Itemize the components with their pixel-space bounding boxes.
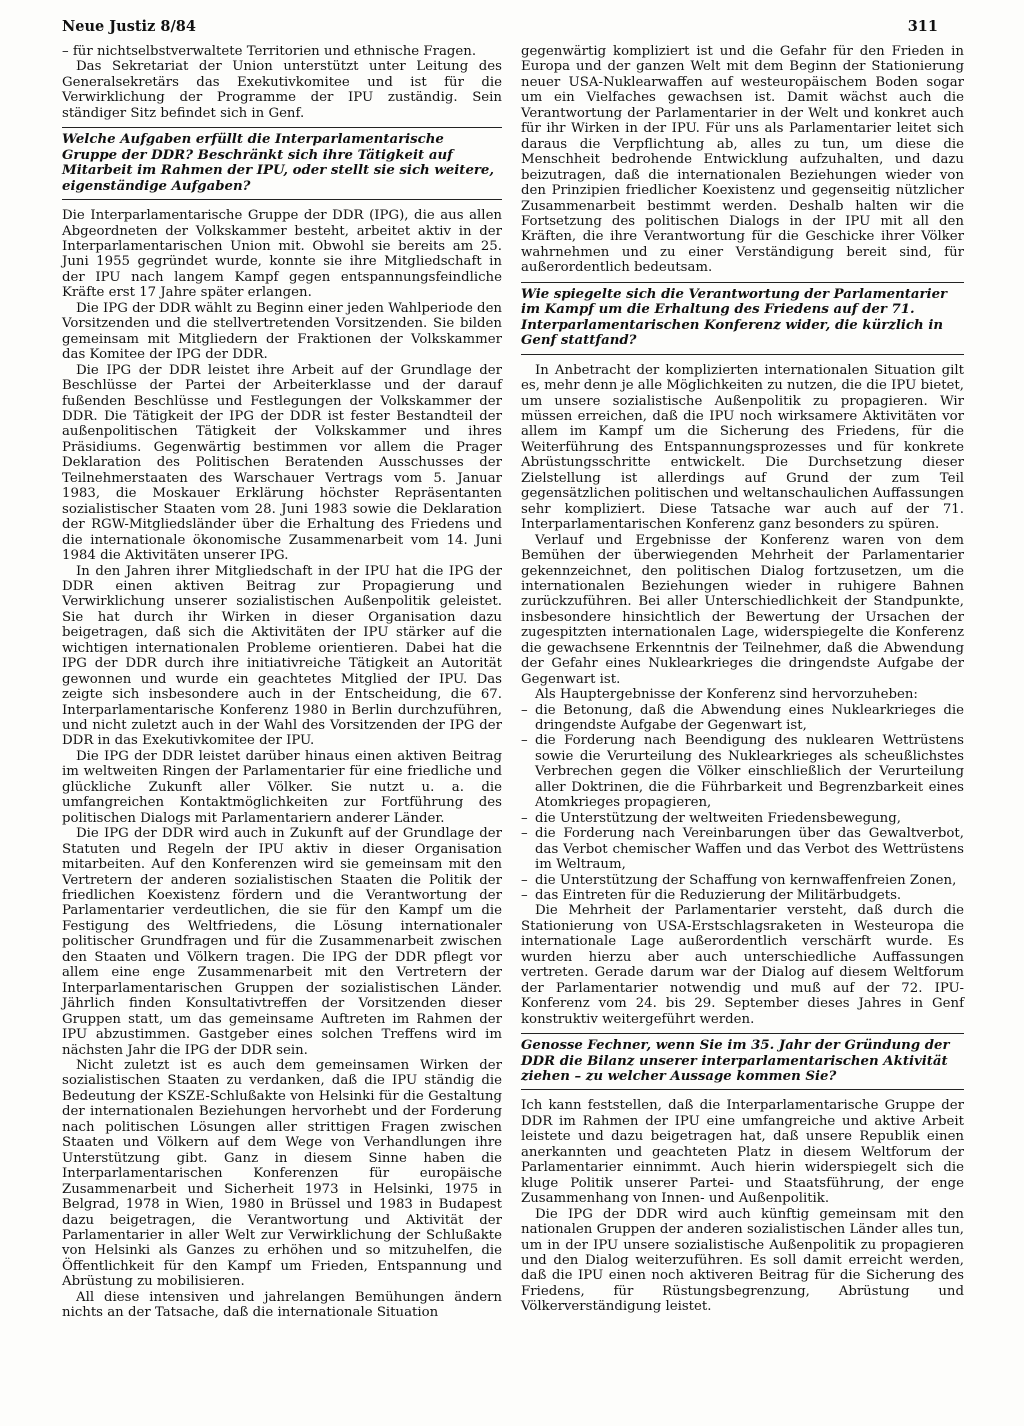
paragraph: Das Sekretariat der Union unterstützt unter Leitung des Generalsekretärs das Exekutivkomitee und ist für die Verwirklichung der Programme der IPU zuständig. Sein ständiger Sitz befindet sich in Genf. [62, 59, 502, 121]
interview-question: Genosse Fechner, wenn Sie im 35. Jahr der Gründung der DDR die Bilanz unserer interparlamentarischen Aktivität ziehen – zu welcher Aussage kommen Sie? [521, 1033, 964, 1090]
list-item: – die Betonung, daß die Abwendung eines Nuklearkrieges die dringendste Aufgabe der Gegenwart ist, [521, 702, 964, 734]
paragraph: Die IPG der DDR wird auch in Zukunft auf der Grundlage der Statuten und Regeln der IPU aktiv in dieser Organisation mitarbeiten. Auf den Konferenzen wird sie gemeinsam mit den Vertretern der anderen sozialistischen Staaten die Politik der friedlichen Koexistenz fördern und die Verantwortung der Parlamentarier verdeutlichen, die sie für den Kampf um die Festigung des Weltfriedens, die Lösung internationaler politischer Grundfragen und für die Zusammenarbeit zwischen den Staaten und Völkern tragen. Die IPG der DDR pflegt vor allem eine enge Zusammenarbeit mit den Vertretern der Interparlamentarischen Gruppen der sozialistischen Länder. Jährlich finden Konsultativtreffen der Vorsitzenden dieser Gruppen statt, um das gemeinsame Auftreten im Rahmen der IPU abzustimmen. Gastgeber eines solchen Treffens wird im nächsten Jahr die IPG der DDR sein. [62, 826, 502, 1058]
paragraph: – für nichtselbstverwaltete Territorien und ethnische Fragen. [62, 44, 477, 59]
paragraph: All diese intensiven und jahrelangen Bemühungen ändern nichts an der Tatsache, daß die internationale Situation [62, 1289, 502, 1321]
list-item: – die Forderung nach Vereinbarungen über das Gewaltverbot, das Verbot chemischer Waffen und das Verbot des Wettrüstens im Weltraum, [521, 826, 964, 873]
paragraph: Nicht zuletzt ist es auch dem gemeinsamen Wirken der sozialistischen Staaten zu verdanken, daß die IPU ständig die Bedeutung der KSZE-Schlußakte von Helsinki für die Gestaltung der internationalen Beziehungen hervorhebt und der Forderung nach politischen Lösungen aller strittigen Fragen zwischen Staaten und Völkern auf dem Wege von Verhandlungen ihre Unterstützung gibt. Ganz in diesem Sinne haben die Interparlamentarischen Konferenzen für europäische Zusammenarbeit und Sicherheit 1973 in Helsinki, 1975 in Belgrad, 1978 in Wien, 1980 in Brüssel und 1983 in Budapest dazu beigetragen, die Verantwortung und Aktivität der Parlamentarier in aller Welt zur Verwirklichung der Schlußakte von Helsinki als Ganzes zu erhöhen und so mitzuhelfen, die Öffentlichkeit für den Kampf um Frieden, Entspannung und Abrüstung zu mobilisieren. [62, 1058, 502, 1290]
paragraph: Verlauf und Ergebnisse der Konferenz waren von dem Bemühen der überwiegenden Mehrheit der Parlamentarier gekennzeichnet, den politischen Dialog fortzusetzen, um die internationalen Beziehungen wieder in ruhigere Bahnen zurückzuführen. Bei aller Unterschiedlichkeit der Standpunkte, insbesondere hinsichtlich der Bewertung der Ursachen der zugespitzten internationalen Lage, widerspiegelte die Konferenz die gewachsene Erkenntnis der Teilnehmer, daß die Abwendung der Gefahr eines Nuklearkrieges die dringendste Aufgabe der Gegenwart ist. [521, 532, 964, 687]
list-item: – die Unterstützung der weltweiten Friedensbewegung, [521, 810, 901, 826]
left-column [62, 44, 502, 1321]
list-item: – die Forderung nach Beendigung des nuklearen Wettrüstens sowie die Verurteilung des Nuklearkrieges als scheußlichstes Verbrechen gegen die Völker einschließlich der Verurteilung aller Doktrinen, die die Führbarkeit und Begrenzbarkeit eines Atomkrieges propagieren, [521, 733, 964, 811]
right-column [521, 44, 964, 1315]
list-item: – die Unterstützung der Schaffung von kernwaffenfreien Zonen, [521, 872, 957, 888]
paragraph: In Anbetracht der komplizierten internationalen Situation gilt es, mehr denn je alle Möglichkeiten zu nutzen, die die IPU bietet, um unsere sozialistische Außenpolitik zu propagieren. Wir müssen erreichen, daß die IPU noch wirksamere Aktivitäten vor allem im Kampf um die Sicherung des Friedens, für die Weiterführung des Entspannungsprozesses und für konkrete Abrüstungsschritte entwickelt. Die Durchsetzung dieser Zielstellung ist allerdings auf Grund der zum Teil gegensätzlichen politischen und weltanschaulichen Auffassungen sehr kompliziert. Diese Tatsache war auch auf der 71. Interparlamentarischen Konferenz ganz besonders zu spüren. [521, 362, 964, 533]
journal-header: Neue Justiz 8/84 [62, 18, 196, 35]
paragraph: Die IPG der DDR leistet darüber hinaus einen aktiven Beitrag im weltweiten Ringen der Parlamentarier für eine friedliche und glückliche Zukunft aller Völker. Sie nutzt u. a. die umfangreichen Kontaktmöglichkeiten zur Fortführung des politischen Dialogs mit Parlamentariern anderer Länder. [62, 748, 502, 826]
interview-question: Wie spiegelte sich die Verantwortung der Parlamentarier im Kampf um die Erhaltung des Friedens auf der 71. Interparlamentarischen Konferenz wider, die kürzlich in Genf stattfand? [521, 282, 964, 355]
paragraph: Die Mehrheit der Parlamentarier versteht, daß durch die Stationierung von USA-Erstschlagsraketen in Westeuropa die internationale Lage außerordentlich verschärft wurde. Es wurden hierzu aber auch unterschiedliche Auffassungen vertreten. Gerade darum war der Dialog auf diesem Weltforum der Parlamentarier notwendig und muß auf der 72. IPU-Konferenz vom 24. bis 29. September dieses Jahres in Genf konstruktiv weitergeführt werden. [521, 903, 964, 1027]
paragraph: Die IPG der DDR wählt zu Beginn einer jeden Wahlperiode den Vorsitzenden und die stellvertretenden Vorsitzenden. Sie bilden gemeinsam mit Mitgliedern der Fraktionen der Volkskammer das Komitee der IPG der DDR. [62, 300, 502, 363]
interview-question: Welche Aufgaben erfüllt die Interparlamentarische Gruppe der DDR? Beschränkt sich ihre Tätigkeit auf Mitarbeit im Rahmen der IPU, oder stellt sie sich weitere, eigenständige Aufgaben? [62, 127, 502, 200]
list-item: – das Eintreten für die Reduzierung der Militärbudgets. [521, 888, 902, 904]
paragraph: Die IPG der DDR wird auch künftig gemeinsam mit den nationalen Gruppen der anderen sozialistischen Länder alles tun, um in der IPU unsere sozialistische Außenpolitik zu propagieren und den Dialog weiterzuführen. Es soll damit erreicht werden, daß die IPU einen noch aktiveren Beitrag für die Sicherung des Friedens, für Rüstungsbegrenzung, Abrüstung und Völkerverständigung leistet. [521, 1206, 964, 1315]
paragraph: In den Jahren ihrer Mitgliedschaft in der IPU hat die IPG der DDR einen aktiven Beitrag zur Propagierung und Verwirklichung unserer sozialistischen Außenpolitik geleistet. Sie hat durch ihr Wirken in dieser Organisation dazu beigetragen, daß sich die Aktivitäten der IPU stärker auf die wichtigen internationalen Probleme orientieren. Dabei hat die IPG der DDR durch ihre initiativreiche Tätigkeit an Autorität gewonnen und wurde ein geachtetes Mitglied der IPU. Das zeigte sich insbesondere auch in der Entscheidung, die 67. Interparlamentarische Konferenz 1980 in Berlin durchzuführen, und nicht zuletzt auch in der Wahl des Vorsitzenden der IPG der DDR in das Exekutivkomitee der IPU. [62, 563, 502, 749]
page-number: 311 [907, 18, 938, 35]
paragraph: Ich kann feststellen, daß die Interparlamentarische Gruppe der DDR im Rahmen der IPU eine umfangreiche und aktive Arbeit leistete und dazu beigetragen hat, daß unsere Republik einen anerkannten und geachteten Platz in diesem Weltforum der Parlamentarier einnimmt. Auch hierin widerspiegelt sich die kluge Politik unserer Partei- und Staatsführung, der enge Zusammenhang von Innen- und Außenpolitik. [521, 1098, 964, 1207]
paragraph: gegenwärtig kompliziert ist und die Gefahr für den Frieden in Europa und der ganzen Welt mit dem Beginn der Stationierung neuer USA-Nuklearwaffen auf westeuropäischem Boden sogar um ein Vielfaches gewachsen ist. Damit wächst auch die Verantwortung der Parlamentarier in der Welt und konkret auch für ihr Wirken in der IPU. Für uns als Parlamentarier leitet sich daraus die Verpflichtung ab, alles zu tun, um diese die Menschheit bedrohende Entwicklung aufzuhalten, und dazu beizutragen, daß die internationalen Beziehungen wieder von den Prinzipien friedlicher Koexistenz und gegenseitig nützlicher Zusammenarbeit bestimmt werden. Deshalb halten wir die Fortsetzung des politischen Dialogs in der IPU mit all den Kräften, die ihre Verantwortung für die Geschicke ihrer Völker wahrnehmen und zu einer Verständigung bereit sind, für außerordentlich bedeutsam. [521, 44, 964, 276]
paragraph: Die IPG der DDR leistet ihre Arbeit auf der Grundlage der Beschlüsse der Partei der Arbeiterklasse und der darauf fußenden Beschlüsse und Festlegungen der Volkskammer der DDR. Die Tätigkeit der IPG der DDR ist fester Bestandteil der außenpolitischen Tätigkeit der Volkskammer und ihres Präsidiums. Gegenwärtig bestimmen vor allem die Prager Deklaration des Politischen Beratenden Ausschusses der Teilnehmerstaaten des Warschauer Vertrags vom 5. Januar 1983, die Moskauer Erklärung höchster Repräsentanten sozialistischer Staaten vom 28. Juni 1983 sowie die Deklaration der RGW-Mitgliedsländer über die Erhaltung des Friedens und die internationale ökonomische Zusammenarbeit vom 14. Juni 1984 die Aktivitäten unserer IPG. [62, 362, 502, 564]
paragraph: Die Interparlamentarische Gruppe der DDR (IPG), die aus allen Abgeordneten der Volkskammer besteht, arbeitet aktiv in der Interparlamentarischen Union mit. Obwohl sie bereits am 25. Juni 1955 gegründet wurde, konnte sie ihre Mitgliedschaft in der IPU nach langem Kampf gegen entspannungsfeindliche Kräfte erst 17 Jahre später erlangen. [62, 208, 502, 301]
paragraph: Als Hauptergebnisse der Konferenz sind hervorzuheben: [535, 687, 918, 703]
results-list [521, 703, 964, 904]
